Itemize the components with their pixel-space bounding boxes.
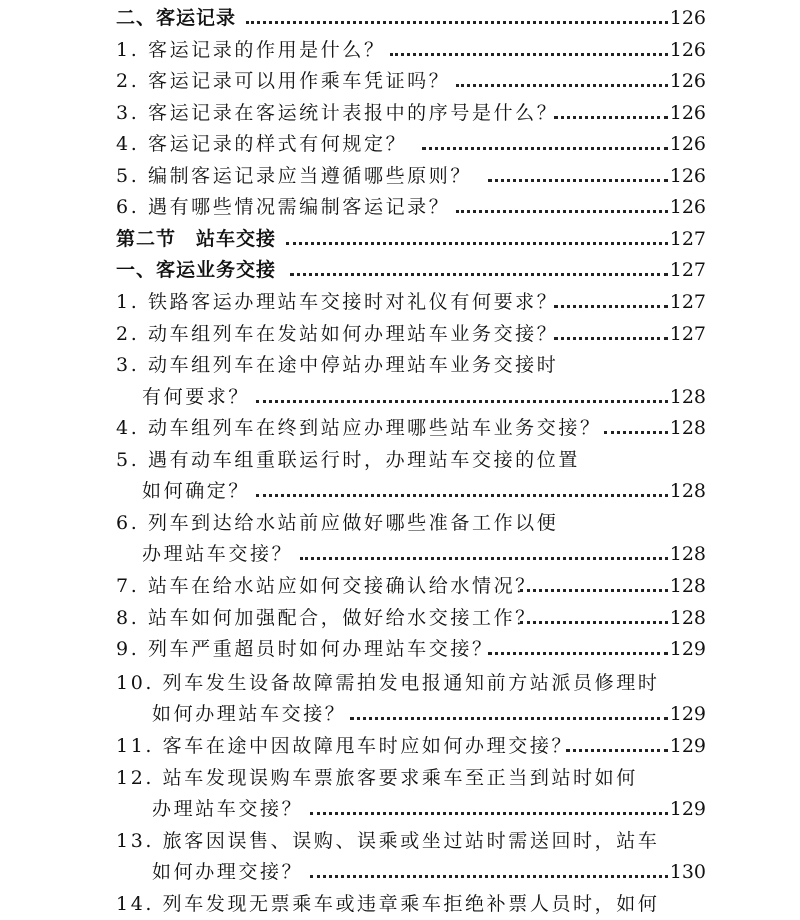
toc-row (0, 475, 800, 507)
toc-entry-text: 如何办理站车交接？ (152, 703, 347, 725)
toc-row (0, 762, 800, 794)
page-number: 129 (669, 638, 706, 660)
toc-entry-text: 4. 客运记录的样式有何规定？ (116, 133, 408, 155)
toc-row (0, 412, 800, 444)
toc-row (0, 570, 800, 602)
toc-entry-text: 如何办理交接？ (152, 861, 304, 883)
page-number: 126 (669, 196, 706, 218)
leader-dots (350, 698, 668, 730)
page-number: 129 (669, 735, 706, 757)
toc-row (0, 602, 800, 634)
toc-row (0, 633, 800, 665)
toc-entry-text: 7. 站车在给水站应如何交接确认给水情况？ (116, 575, 537, 597)
toc-row (0, 2, 800, 34)
toc-section-heading: 第二节 站车交接 (116, 228, 277, 250)
toc-row (0, 856, 800, 888)
toc-row (0, 286, 800, 318)
toc-section-heading: 一、客运业务交接 (116, 259, 277, 281)
leader-dots (604, 412, 668, 444)
toc-row (0, 191, 800, 223)
leader-dots (390, 34, 668, 66)
toc-entry-text: 5. 遇有动车组重联运行时，办理站车交接的位置 (116, 449, 580, 471)
page-number: 128 (669, 543, 706, 565)
toc-row (0, 507, 800, 539)
toc-entry-text: 11. 客车在途中因故障甩车时应如何办理交接？ (116, 735, 574, 757)
toc-row (0, 128, 800, 160)
toc-row (0, 667, 800, 699)
toc-row (0, 381, 800, 413)
toc-entry-text: 3. 动车组列车在途中停站办理站车业务交接时 (116, 354, 559, 376)
toc-entry-text: 2. 动车组列车在发站如何办理站车业务交接？ (116, 323, 559, 345)
toc-entry-text: 如何确定？ (142, 480, 251, 502)
page-number: 130 (669, 861, 706, 883)
leader-dots (300, 538, 668, 570)
toc-row (0, 538, 800, 570)
toc-row (0, 160, 800, 192)
toc-entry-text: 12. 站车发现误购车票旅客要求乘车至正当到站时如何 (116, 767, 638, 789)
leader-dots (488, 160, 668, 192)
leader-dots (566, 730, 668, 762)
leader-dots (256, 475, 668, 507)
page-number: 126 (669, 102, 706, 124)
page-number: 128 (669, 480, 706, 502)
toc-row (0, 698, 800, 730)
leader-dots (520, 602, 668, 634)
leader-dots (310, 793, 668, 825)
page-number: 127 (669, 323, 706, 345)
page-number: 126 (669, 165, 706, 187)
leader-dots (554, 97, 668, 129)
leader-dots (286, 223, 668, 255)
toc-entry-text: 5. 编制客运记录应当遵循哪些原则？ (116, 165, 472, 187)
page-number: 127 (669, 291, 706, 313)
toc-entry-text: 1. 铁路客运办理站车交接时对礼仪有何要求？ (116, 291, 559, 313)
toc-row (0, 444, 800, 476)
toc-row (0, 349, 800, 381)
leader-dots (256, 381, 668, 413)
leader-dots (422, 128, 668, 160)
toc-entry-text: 8. 站车如何加强配合，做好给水交接工作？ (116, 607, 537, 629)
page-number: 126 (669, 39, 706, 61)
toc-entry-text: 办理站车交接？ (142, 543, 294, 565)
page-number: 128 (669, 417, 706, 439)
toc-row (0, 730, 800, 762)
leader-dots (290, 254, 668, 286)
page-number: 128 (669, 575, 706, 597)
toc-entry-text: 6. 遇有哪些情况需编制客运记录？ (116, 196, 451, 218)
toc-entry-text: 4. 动车组列车在终到站应办理哪些站车业务交接？ (116, 417, 602, 439)
toc-entry-text: 1. 客运记录的作用是什么？ (116, 39, 386, 61)
toc-row (0, 825, 800, 857)
page-number: 127 (669, 259, 706, 281)
toc-entry-text: 13. 旅客因误售、误购、误乘或坐过站时需送回时，站车 (116, 830, 660, 852)
leader-dots (246, 2, 668, 34)
leader-dots (456, 191, 668, 223)
toc-entry-text: 2. 客运记录可以用作乘车凭证吗？ (116, 70, 451, 92)
toc-row (0, 888, 800, 920)
leader-dots (554, 286, 668, 318)
toc-row (0, 223, 800, 255)
toc-entry-text: 有何要求？ (142, 386, 251, 408)
leader-dots (488, 633, 668, 665)
leader-dots (520, 570, 668, 602)
leader-dots (554, 318, 668, 350)
toc-entry-text: 10. 列车发生设备故障需拍发电报通知前方站派员修理时 (116, 672, 660, 694)
toc-row (0, 793, 800, 825)
toc-row (0, 254, 800, 286)
toc-row (0, 97, 800, 129)
toc-entry-text: 3. 客运记录在客运统计表报中的序号是什么？ (116, 102, 559, 124)
leader-dots (310, 856, 668, 888)
toc-entry-text: 办理站车交接？ (152, 798, 304, 820)
page-number: 128 (669, 607, 706, 629)
page-number: 128 (669, 386, 706, 408)
toc-section-heading: 二、客运记录 (116, 7, 237, 29)
toc-row (0, 65, 800, 97)
page-number: 129 (669, 703, 706, 725)
page-number: 126 (669, 133, 706, 155)
page-number: 129 (669, 798, 706, 820)
page-number: 126 (669, 70, 706, 92)
toc-entry-text: 14. 列车发现无票乘车或违章乘车拒绝补票人员时，如何 (116, 893, 660, 915)
toc-entry-text: 9. 列车严重超员时如何办理站车交接？ (116, 638, 494, 660)
leader-dots (456, 65, 668, 97)
page-number: 127 (669, 228, 706, 250)
toc-entry-text: 6. 列车到达给水站前应做好哪些准备工作以便 (116, 512, 559, 534)
toc-row (0, 34, 800, 66)
toc-row (0, 318, 800, 350)
page-number: 126 (669, 7, 706, 29)
